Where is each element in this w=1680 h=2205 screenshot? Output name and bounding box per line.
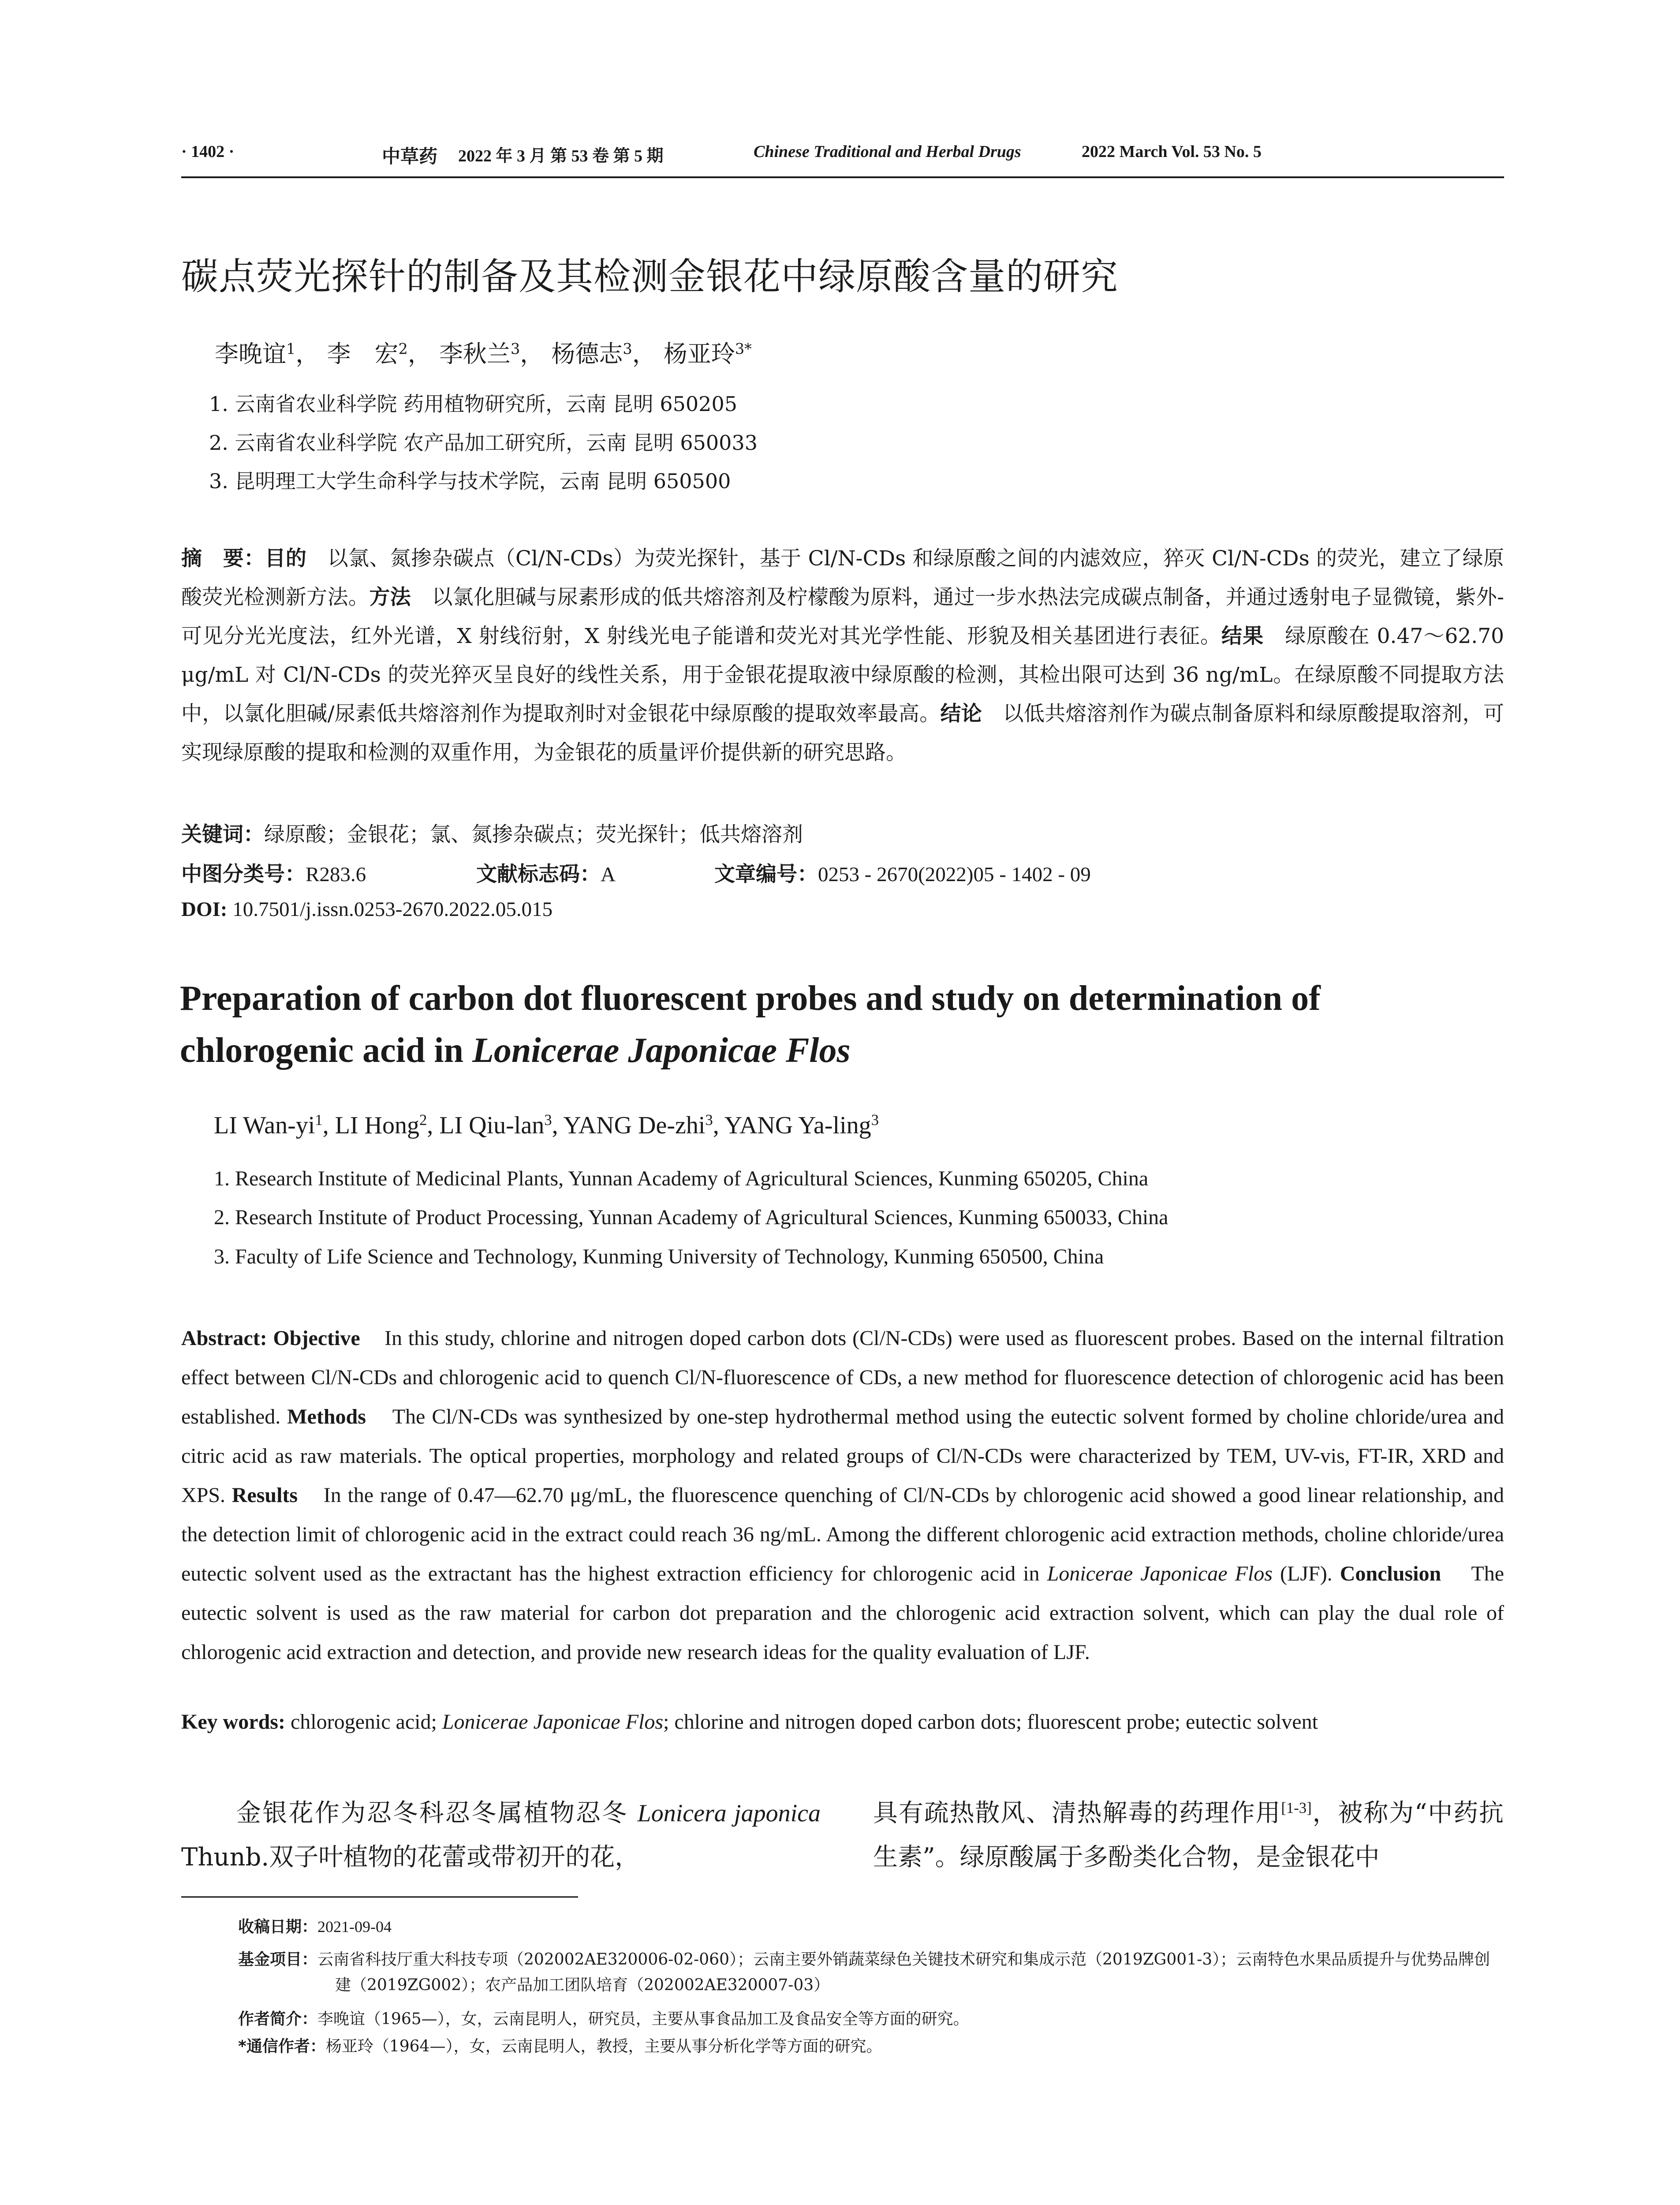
header-rule [181, 176, 1504, 178]
footnote-corresponding [238, 2034, 1504, 2059]
author-name: , YANG Ya-ling [713, 1112, 871, 1139]
footnote-text: 杨亚玲（1964—），女，云南昆明人，教授，主要从事分析化学等方面的研究。 [325, 2037, 882, 2056]
keywords-species: Lonicerae Japonicae Flos [442, 1710, 664, 1734]
footnote-author [238, 2007, 1504, 2032]
en-title-species: Lonicerae Japonicae Flos [472, 1031, 851, 1070]
cn-affiliation: 1. 云南省农业科学院 药用植物研究所，云南 昆明 650205 [209, 392, 737, 416]
methods-text: 以氯化胆碱与尿素形成的低共熔溶剂及柠檬酸为原料，通过一步水热法完成碳点制备，并通过透射电子显微镜，紫外-可见分光光度法，红外光谱，X 射线衍射，X 射线光电子能谱和荧光对其光学性能、形貌及相关基团进行表征。 [181, 585, 1504, 648]
footnote-label: 作者简介： [238, 2010, 318, 2028]
body-text: 金银花作为忍冬科忍冬属植物忍冬 [236, 1799, 638, 1828]
footnote-label: 基金项目： [238, 1951, 318, 1969]
author-affil-mark: 3 [510, 340, 520, 358]
species-name: Lonicera japonica [637, 1800, 821, 1827]
results-species: Lonicerae Japonicae Flos [1047, 1562, 1273, 1585]
conclusion-text: The eutectic solvent is used as the raw material for carbon dot preparation and the chlorogenic acid extraction solvent, which can play the dual role of chlorogenic acid extraction and detection, and provide new research ideas for the quality evaluation of LJF. [181, 1562, 1505, 1664]
page-number: · 1402 · [181, 142, 235, 161]
author-affil-mark: 1 [315, 1111, 323, 1129]
doc-code-value: A [601, 863, 616, 886]
cn-classification [181, 858, 366, 887]
en-abstract [181, 1319, 1504, 1672]
methods-label: 方法 [369, 585, 411, 609]
cn-affiliation: 3. 昆明理工大学生命科学与技术学院，云南 昆明 650500 [209, 469, 731, 493]
cn-keywords [181, 818, 803, 848]
footnote-label: 收稿日期： [238, 1918, 318, 1936]
cn-authors: 李晚谊$^1$， 李 宏$^2$， 李秋兰$^3$， 杨德志$^3$， 杨亚玲$^{3*}$ [215, 340, 752, 368]
author-name: , YANG De-zhi [552, 1112, 706, 1139]
author-name: LI Wan-yi [214, 1112, 315, 1139]
footnote-text: 李晚谊（1965—），女，云南昆明人，研究员，主要从事食品加工及食品安全等方面的研究。 [317, 2010, 969, 2028]
keywords-text: chlorogenic acid; [285, 1710, 442, 1734]
results-label: 结果 [1221, 624, 1264, 648]
clc-value: R283.6 [306, 863, 366, 886]
doi-value: 10.7501/j.issn.0253-2670.2022.05.015 [227, 898, 553, 921]
results-tail: (LJF). [1272, 1562, 1340, 1585]
author-affil-mark: 1 [286, 340, 296, 358]
objective-text: 以氯、氮掺杂碳点（Cl/N-CDs）为荧光探针，基于 Cl/N-CDs 和绿原酸之间的内滤效应，猝灭 Cl/N-CDs 的荧光，建立了绿原酸荧光检测新方法。 [181, 546, 1504, 609]
en-title-text: Preparation of carbon dot fluorescent probes and study on determination of chlorogenic acid in [180, 979, 1321, 1070]
conclusion-label: Conclusion [1340, 1562, 1441, 1585]
keywords-label: Key words: [181, 1710, 285, 1734]
results-text: In the range of 0.47—62.70 μg/mL, the fluorescence quenching of Cl/N-CDs by chlorogenic acid showed a good linear relationship, and the detection limit of chlorogenic acid in the extract could reach 36 ng/mL. Among the different chlorogenic acid extraction methods, choline chloride/urea eutectic solvent used as the extractant has the highest extraction efficiency for chlorogenic acid in [181, 1484, 1504, 1585]
keywords-text: 绿原酸；金银花；氯、氮掺杂碳点；荧光探针；低共熔溶剂 [264, 822, 803, 847]
author-name: 李秋兰 [439, 340, 511, 368]
cn-title: 碳点荧光探针的制备及其检测金银花中绿原酸含量的研究 [181, 255, 1119, 298]
author-name: 杨亚玲 [663, 340, 735, 368]
en-authors [214, 1111, 879, 1140]
cn-doc-code [476, 858, 616, 887]
conclusion-label: 结论 [940, 702, 982, 726]
methods-text: The Cl/N-CDs was synthesized by one-step hydrothermal method using the eutectic solvent formed by choline chloride/urea and citric acid as raw materials. The optical properties, morphology and related groups of Cl/N-CDs were characterized by TEM, UV-vis, FT-IR, XRD and XPS. [181, 1405, 1505, 1507]
author-affil-mark: 3* [735, 340, 752, 358]
abstract-label: 摘 要： [181, 546, 265, 571]
author-name: 李晚谊 [215, 340, 286, 368]
footnote-text: 2021-09-04 [317, 1918, 392, 1936]
footnote-fund [238, 1947, 1504, 1998]
abstract-label: Abstract: Objective [181, 1327, 360, 1350]
author-name: 杨德志 [551, 340, 623, 368]
cn-affiliation: 2. 云南省农业科学院 农产品加工研究所，云南 昆明 650033 [209, 431, 758, 455]
en-keywords [181, 1710, 1504, 1734]
body-text: 具有疏热散风、清热解毒的药理作用 [873, 1799, 1281, 1828]
author-name: 李 宏 [327, 340, 399, 368]
article-no-label: 文章编号： [714, 862, 818, 886]
conclusion-text: 以低共熔溶剂作为碳点制备原料和绿原酸提取溶剂，可实现绿原酸的提取和检测的双重作用，为金银花的质量评价提供新的研究思路。 [181, 702, 1505, 765]
body-text: ，被称为“中药抗生素”。绿原酸属于多酚类化合物，是金银花中 [873, 1799, 1504, 1872]
results-label: Results [231, 1484, 298, 1507]
en-affiliation: 3. Faculty of Life Science and Technology, Kunming University of Technology, Kunming 650500, China [214, 1245, 1104, 1268]
author-name: , LI Qiu-lan [427, 1112, 545, 1139]
running-header [181, 142, 1504, 168]
issue-en: 2022 March Vol. 53 No. 5 [1082, 142, 1262, 161]
journal-name-cn: 中草药 [382, 146, 438, 167]
en-affiliation: 2. Research Institute of Product Processing, Yunnan Academy of Agricultural Sciences, Kunming 650033, China [214, 1206, 1169, 1229]
methods-label: Methods [287, 1405, 366, 1428]
body-text: Thunb.双子叶植物的花蕾或带初开的花， [181, 1843, 640, 1872]
author-affil-mark: 2 [398, 340, 408, 358]
objective-text: In this study, chlorine and nitrogen doped carbon dots (Cl/N-CDs) were used as fluorescent probes. Based on the internal filtration effect between Cl/N-CDs and chlorogenic acid to quench Cl/N-fluorescence of CDs, a new method for fluorescence detection of chlorogenic acid has been established. [181, 1327, 1504, 1428]
author-affil-mark: 3 [705, 1111, 713, 1129]
keywords-text: ; chlorine and nitrogen doped carbon dots; fluorescent probe; eutectic solvent [663, 1710, 1318, 1734]
footnote-rule [181, 1896, 578, 1898]
en-title [180, 972, 1503, 1076]
footnote-text: 云南省科技厅重大科技专项（202002AE320006-02-060）；云南主要外销蔬菜绿色关键技术研究和集成示范（2019ZG001-3）；云南特色水果品质提升与优势品牌创建（2019ZG002）；农产品加工团队培育（202002AE320007-03） [317, 1951, 1490, 1994]
journal-name-en: Chinese Traditional and Herbal Drugs [754, 142, 1021, 161]
citation: [1-3] [1281, 1799, 1312, 1816]
cn-article-no [714, 858, 1091, 887]
author-name: , LI Hong [322, 1112, 419, 1139]
doi-label: DOI: [181, 898, 228, 921]
doc-code-label: 文献标志码： [476, 862, 601, 886]
footnote-label: *通信作者： [238, 2037, 326, 2056]
cn-doi [181, 897, 553, 921]
cn-abstract [181, 539, 1504, 772]
en-affiliation: 1. Research Institute of Medicinal Plants, Yunnan Academy of Agricultural Sciences, Kunming 650205, China [214, 1167, 1149, 1190]
author-affil-mark: 2 [419, 1111, 427, 1129]
keywords-label: 关键词： [181, 822, 264, 847]
body-column-left [181, 1791, 821, 1880]
clc-label: 中图分类号： [181, 862, 306, 886]
author-affil-mark: 3 [544, 1111, 552, 1129]
objective-label: 目的 [265, 546, 307, 571]
article-no-value: 0253 - 2670(2022)05 - 1402 - 09 [818, 863, 1091, 886]
body-column-right [873, 1791, 1504, 1880]
author-affil-mark: 3 [871, 1111, 879, 1129]
author-affil-mark: 3 [623, 340, 632, 358]
issue-cn: 2022 年 3 月 第 53 卷 第 5 期 [458, 147, 664, 165]
footnote-received [238, 1914, 1504, 1940]
results-text: 绿原酸在 0.47～62.70 μg/mL 对 Cl/N-CDs 的荧光猝灭呈良好的线性关系，用于金银花提取液中绿原酸的检测，其检出限可达到 36 ng/mL。在绿原酸不同提取方法中，以氯化胆碱/尿素低共熔溶剂作为提取剂时对金银花中绿原酸的提取效率最高。 [181, 624, 1505, 726]
